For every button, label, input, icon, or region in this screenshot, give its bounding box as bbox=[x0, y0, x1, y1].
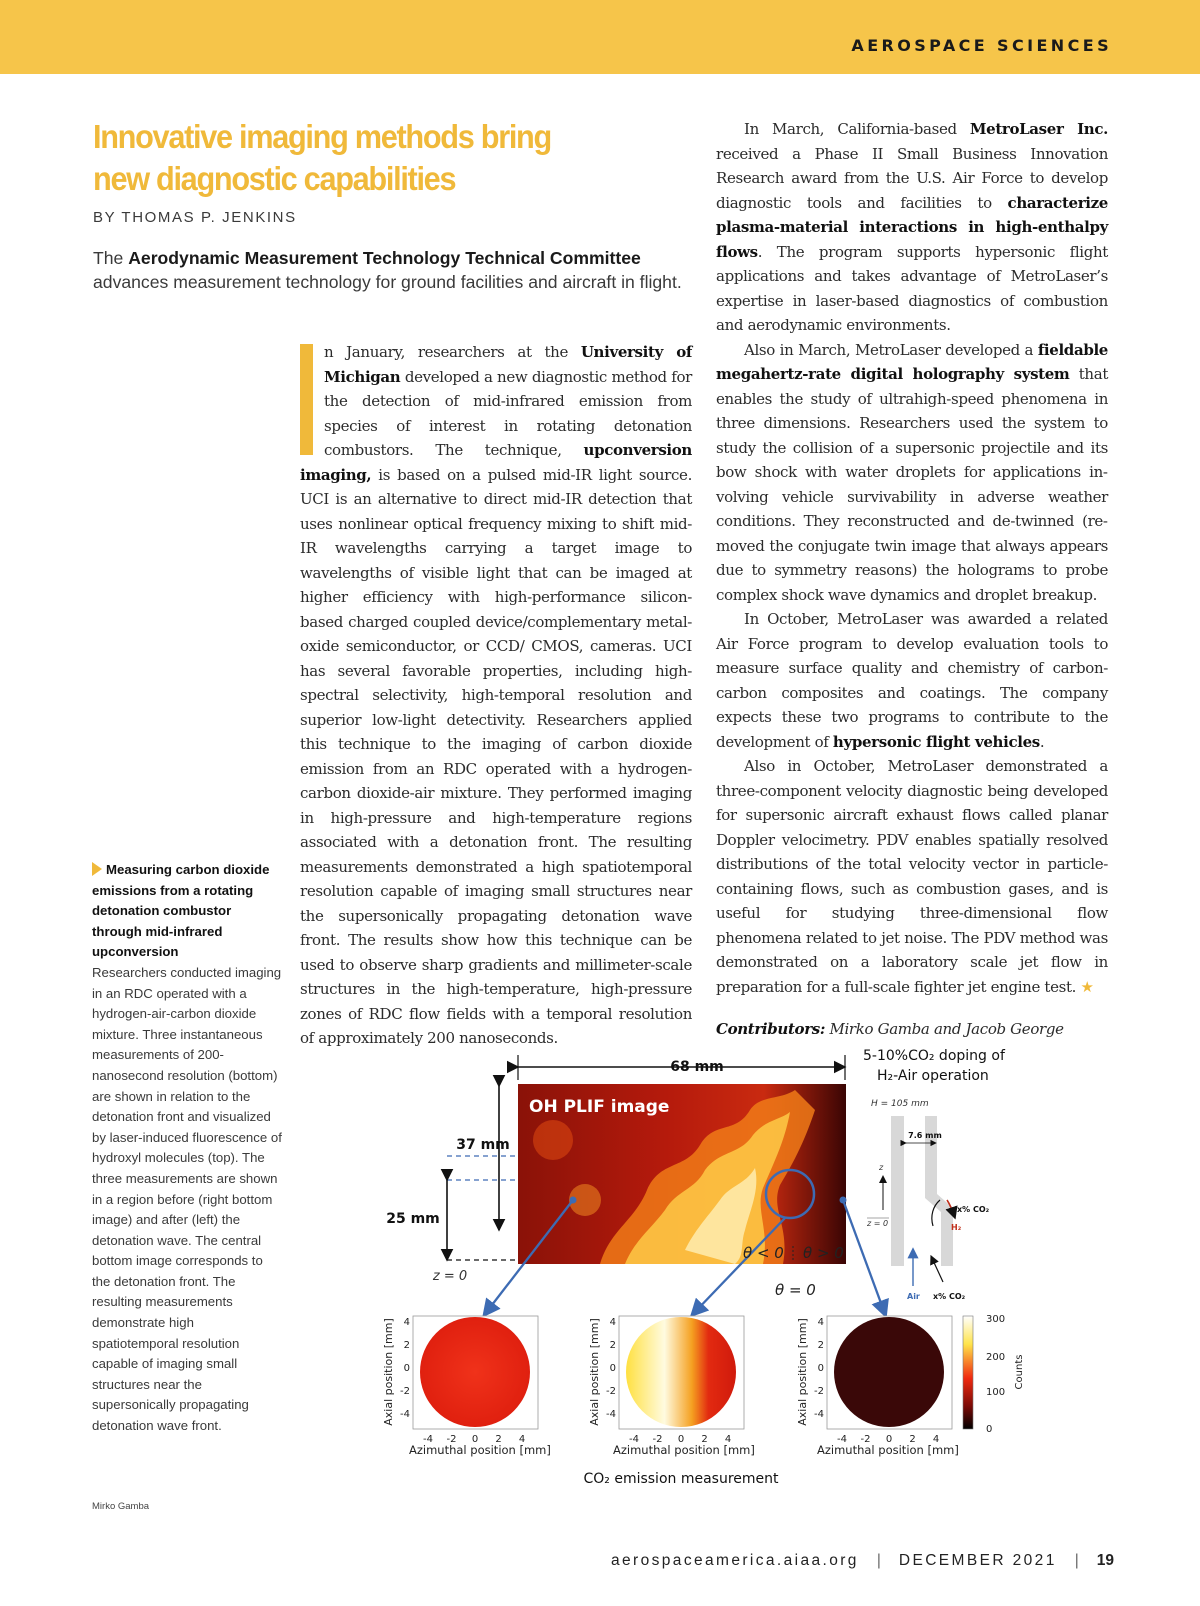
end-star-icon: ★ bbox=[1080, 977, 1094, 996]
contributors-label: Contributors: bbox=[716, 1020, 826, 1038]
footer-site: aerospaceamerica.aiaa.org bbox=[611, 1552, 859, 1569]
y-tick-label: 0 bbox=[609, 1363, 616, 1374]
gap-label: 7.6 mm bbox=[908, 1131, 942, 1140]
article-column-right bbox=[716, 117, 1108, 1042]
text-run: . The program supports hypersonic flight applications and takes advantage of MetroLaser’s expertise in laser-based diagnostics of combustion and aerodynamic environments. bbox=[716, 242, 1108, 334]
cbar-label: Counts bbox=[1014, 1354, 1025, 1390]
page-footer bbox=[611, 1552, 1114, 1570]
bottom-title: CO₂ emission measurement bbox=[583, 1471, 779, 1487]
text-run: In March, California-based bbox=[744, 120, 970, 138]
paragraph-michigan bbox=[300, 340, 692, 1051]
emission-disc-front bbox=[626, 1317, 736, 1427]
x-tick-label: -2 bbox=[446, 1434, 457, 1445]
article-title: Innovative imaging methods bring new diagnostic capabilities bbox=[93, 118, 551, 197]
co2-emission-figure bbox=[382, 1048, 1040, 1500]
footer-separator: | bbox=[876, 1552, 881, 1569]
y-tick-label: 0 bbox=[403, 1363, 410, 1374]
width-label: 68 mm bbox=[670, 1059, 724, 1075]
x-tick-label: 4 bbox=[724, 1434, 732, 1445]
x-tick-label: 0 bbox=[885, 1434, 893, 1445]
theta-zero-label: θ = 0 bbox=[775, 1281, 816, 1299]
bold-university: University of Michigan bbox=[324, 343, 692, 386]
doping-line-1: 5-10%CO₂ doping of bbox=[863, 1048, 1005, 1064]
paragraph-holography bbox=[716, 338, 1108, 608]
x-tick-label: 0 bbox=[677, 1434, 685, 1445]
text-run: Also in March, MetroLaser developed a bbox=[744, 340, 1038, 359]
x-tick-label: -4 bbox=[423, 1434, 433, 1445]
z0-small-label: z = 0 bbox=[867, 1219, 889, 1228]
article-column-middle bbox=[300, 340, 692, 1051]
y-tick-label: 4 bbox=[609, 1317, 616, 1328]
y-tick-label: 4 bbox=[817, 1317, 824, 1328]
plif-label: OH PLIF image bbox=[529, 1097, 670, 1117]
cbar-tick-300: 300 bbox=[986, 1314, 1006, 1325]
x-tick-label: 4 bbox=[518, 1434, 526, 1445]
x-tick-label: 2 bbox=[495, 1434, 502, 1445]
dek-committee: Aerodynamic Measurement Technology Technical Committee bbox=[128, 248, 641, 268]
y-tick-label: -2 bbox=[400, 1386, 410, 1397]
figure-caption bbox=[92, 860, 282, 1437]
cbar-tick-0: 0 bbox=[986, 1424, 993, 1435]
h-label: H = 105 mm bbox=[871, 1099, 929, 1109]
text-run: Also in October, MetroLaser demonstrated a three-component velocity diagnostic being developed for supersonic aircraft exhaust flows called planar Doppler velocimetry. PDV enables spatially resolved distributions of the total velocity vector in particle-containing flows, such as combustion gases, and is useful for studying three-dimensional flow phenomena related to jet noise. The PDV method was demonstrated on a laboratory scale jet flow in preparation for a full-scale fighter jet engine test. bbox=[716, 757, 1108, 996]
y-tick-label: -2 bbox=[814, 1386, 824, 1397]
combustor-inner-wall bbox=[891, 1116, 904, 1266]
paragraph-metrolaser-sbir bbox=[716, 117, 1108, 338]
contributors-names: Mirko Gamba and Jacob George bbox=[825, 1020, 1064, 1038]
emission-disc-after bbox=[420, 1317, 530, 1427]
text-run: received a Phase II Small Business Innovation Research award from the U.S. Air Force to develop diagnostic tools and facilities to bbox=[716, 144, 1108, 212]
y-tick-label: 2 bbox=[609, 1340, 616, 1351]
paragraph-carbon-carbon bbox=[716, 607, 1108, 754]
bold-hypersonic: hypersonic flight vehicles bbox=[832, 732, 1040, 751]
xlabel-left: Azimuthal position [mm] bbox=[409, 1443, 551, 1457]
text-run: n January, researchers at the bbox=[324, 343, 581, 361]
colorbar bbox=[963, 1316, 973, 1429]
caption-body: Researchers conducted imaging in an RDC operated with a hydrogen-air-carbon dioxide mixture. Three instantaneous measurements of 200-nanosecond resolution (bottom) are shown in relation to the detonation front and visualized by laser-induced fluorescence of hydroxyl molecules (top). The three measurements are shown in a region before (right bottom image) and after (left) the detonation wave. The central bottom image corresponds to the detonation front. The resulting measurements demonstrate high spatiotemporal resolution capable of imaging small structures near the supersonically propagating detonation wave front. bbox=[92, 964, 282, 1434]
photo-credit: Mirko Gamba bbox=[92, 1501, 150, 1512]
x-tick-label: 2 bbox=[701, 1434, 708, 1445]
dek-pre: The bbox=[93, 248, 129, 268]
dek-post: advances measurement technology for ground facilities and aircraft in flight. bbox=[93, 272, 682, 292]
y-tick-label: 2 bbox=[403, 1340, 410, 1351]
footer-date: DECEMBER 2021 bbox=[898, 1552, 1057, 1569]
y-tick-label: 4 bbox=[403, 1317, 410, 1328]
caption-headline: Measuring carbon dioxide emissions from a rotating detonation combustor through mid-infrared upconversion bbox=[92, 862, 270, 960]
co2-label-bottom: x% CO₂ bbox=[933, 1292, 966, 1301]
x-tick-label: 2 bbox=[909, 1434, 916, 1445]
page-number: 19 bbox=[1096, 1552, 1114, 1569]
h2-label: H₂ bbox=[951, 1223, 962, 1232]
x-tick-label: -4 bbox=[629, 1434, 639, 1445]
xlabel-right: Azimuthal position [mm] bbox=[817, 1443, 959, 1457]
x-tick-label: -2 bbox=[652, 1434, 663, 1445]
bold-holography: fieldable megahertz-rate digital holography system bbox=[716, 340, 1108, 383]
height-label: 37 mm bbox=[456, 1137, 510, 1153]
y-tick-label: 2 bbox=[817, 1340, 824, 1351]
text-run: that enables the study of ultrahigh-speed phenomena in three dimensions. Researchers used the system to study the collision of a supersonic projectile and its bow shock with water droplets for applications involving vehicle survivability in adverse weather conditions. They reconstructed and de-twinned (removed the conjugate twin image that always appears due to symmetry reasons) the holograms to probe complex shock wave dynamics and droplet breakup. bbox=[716, 365, 1108, 604]
co2-label-top: x% CO₂ bbox=[957, 1205, 990, 1214]
y-tick-label: -4 bbox=[400, 1409, 410, 1420]
z-axis-label: z bbox=[879, 1163, 884, 1172]
contributors bbox=[716, 1017, 1108, 1042]
footer-separator: | bbox=[1074, 1552, 1079, 1569]
text-run: In October, MetroLaser was awarded a related Air Force program to develop evaluation tools to measure surface quality and chemistry of carbon-carbon composites and coatings. The company expects these two programs to contribute to the development of bbox=[716, 610, 1108, 751]
text-run: . bbox=[1039, 732, 1045, 751]
x-tick-label: 0 bbox=[471, 1434, 479, 1445]
article-dek bbox=[93, 246, 713, 294]
theta-negative-label: θ < 0 bbox=[743, 1244, 784, 1262]
caption-triangle-icon bbox=[92, 862, 102, 876]
bold-metrolaser: MetroLaser Inc. bbox=[969, 120, 1108, 138]
y-tick-label: 0 bbox=[817, 1363, 824, 1374]
bold-plasma: characterize plasma-material interactions in high-enthalpy flows bbox=[716, 193, 1108, 261]
byline: BY THOMAS P. JENKINS bbox=[93, 209, 297, 226]
section-label: AEROSPACE SCIENCES bbox=[851, 36, 1112, 55]
pointer-arrow-right bbox=[843, 1200, 885, 1314]
ylabel-left: Axial position [mm] bbox=[382, 1318, 395, 1426]
y-tick-label: -2 bbox=[606, 1386, 616, 1397]
emission-disc-before bbox=[834, 1317, 944, 1427]
ylabel-center: Axial position [mm] bbox=[588, 1318, 601, 1426]
cbar-tick-200: 200 bbox=[986, 1352, 1006, 1363]
bold-upconversion: upconversion imaging, bbox=[300, 441, 692, 484]
y-tick-label: -4 bbox=[814, 1409, 824, 1420]
x-tick-label: 4 bbox=[932, 1434, 940, 1445]
doping-line-2: H₂-Air operation bbox=[877, 1068, 989, 1084]
z0-label: z = 0 bbox=[432, 1269, 468, 1284]
flame-spot bbox=[533, 1120, 573, 1160]
ylabel-right: Axial position [mm] bbox=[796, 1318, 809, 1426]
text-run: developed a new diagnostic method for the detection of mid-infrared emission from species of interest in rotating detonation combustors. The technique, bbox=[324, 367, 692, 459]
cbar-tick-100: 100 bbox=[986, 1387, 1006, 1398]
paragraph-pdv bbox=[716, 754, 1108, 999]
drop-cap-bar bbox=[300, 344, 313, 455]
text-run: is based on a pulsed mid-IR light source. UCI is an alternative to direct mid-IR detection that uses nonlinear optical frequency mixing to shift mid-IR wavelengths carrying a target image to wavelengths of visible light that can be imaged at higher efficiency with high-performance silicon-based charged coupled device/complementary metal-oxide semiconductor, or CCD/ CMOS, cameras. UCI has several favorable properties, including high-spectral selectivity, high-temporal resolution and superior low-light detectivity. Researchers applied this technique to the imaging of carbon dioxide emission from an RDC operated with a hydrogen-carbon dioxide-air mixture. They performed imaging in high-pressure and high-temperature regions associated with a detonation front. The resulting measurements demonstrated a high spatiotemporal resolution capable of imaging small structures near the supersonically propagating detonation wave front. The results show how this technique can be used to observe sharp gradients and millimeter-scale structures in the high-temperature, high-pressure zones of RDC flow fields with a temporal resolution of approximately 200 nanoseconds. bbox=[300, 465, 692, 1047]
x-tick-label: -4 bbox=[837, 1434, 847, 1445]
xlabel-center: Azimuthal position [mm] bbox=[613, 1443, 755, 1457]
offset-label: 25 mm bbox=[386, 1211, 440, 1227]
x-tick-label: -2 bbox=[860, 1434, 871, 1445]
theta-positive-label: θ > 0 bbox=[803, 1244, 844, 1262]
y-tick-label: -4 bbox=[606, 1409, 616, 1420]
air-label: Air bbox=[907, 1292, 920, 1301]
